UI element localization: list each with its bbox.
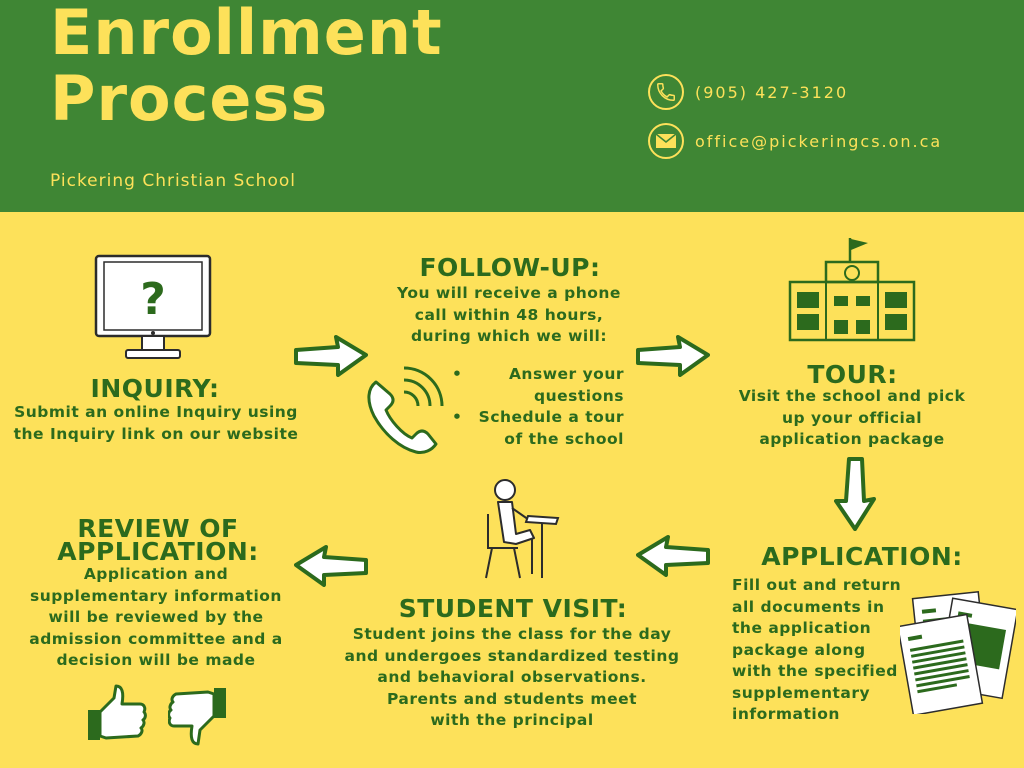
list-item <box>452 407 624 450</box>
review-heading-line: REVIEW OF <box>77 514 239 543</box>
phone-number[interactable]: (905) 427-3120 <box>695 82 849 102</box>
application-text-line: all documents in <box>732 597 885 616</box>
bullet-dot: • <box>452 408 463 426</box>
student-desk-icon <box>480 478 562 586</box>
inquiry-text <box>0 402 312 445</box>
computer-question-icon <box>94 254 214 366</box>
followup-heading: FOLLOW-UP: <box>419 253 601 282</box>
svg-text:?: ? <box>140 274 166 325</box>
thumbs-up-icon <box>86 682 148 748</box>
bullet-text: questions <box>534 386 624 405</box>
school-building-icon <box>788 236 916 346</box>
phone-ringing-icon <box>364 364 450 460</box>
inquiry-heading: INQUIRY: <box>90 374 220 403</box>
arrow-left-icon <box>294 545 368 591</box>
review-text-line: decision will be made <box>56 651 256 669</box>
tour-text <box>732 386 972 451</box>
envelope-icon <box>648 123 684 159</box>
title-line-2: Process <box>50 62 329 135</box>
documents-icon <box>900 590 1016 718</box>
tour-text-line: Visit the school and pick <box>738 387 966 405</box>
thumbs-down-icon <box>168 686 228 752</box>
application-text-line: information <box>732 705 840 723</box>
student-visit-text-line: and behavioral observations. <box>377 668 647 686</box>
school-name: Pickering Christian School <box>50 171 296 191</box>
application-text <box>732 575 922 726</box>
phone-icon <box>648 74 684 110</box>
inquiry-text-line: the Inquiry link on our website <box>13 424 299 443</box>
followup-text-line: call within 48 hours, <box>414 305 604 324</box>
arrow-right-icon <box>636 335 710 381</box>
application-text-line: Fill out and return <box>732 576 902 594</box>
arrow-left-icon <box>636 535 710 581</box>
student-visit-text <box>324 624 700 732</box>
arrow-down-icon <box>834 457 876 535</box>
student-visit-heading: STUDENT VISIT: <box>398 594 628 623</box>
application-text-line: supplementary <box>732 683 871 702</box>
review-text-line: Application and <box>83 565 229 583</box>
header-banner <box>0 0 1024 212</box>
list-item <box>452 364 624 407</box>
bullet-text: Schedule a tour <box>478 408 624 426</box>
arrow-right-icon <box>294 335 368 381</box>
review-heading-line: APPLICATION: <box>57 537 259 566</box>
bullet-text: Answer your <box>508 365 624 383</box>
page-title <box>50 0 443 135</box>
phone-contact <box>648 74 848 110</box>
bullet-dot: • <box>452 365 463 383</box>
tour-text-line: application package <box>759 430 945 448</box>
student-visit-text-line: Student joins the class for the day <box>352 625 672 643</box>
inquiry-text-line: Submit an online Inquiry using <box>14 403 298 421</box>
review-text <box>14 564 298 672</box>
student-visit-text-line: with the principal <box>430 711 594 729</box>
application-heading: APPLICATION: <box>761 542 963 571</box>
bullet-text: of the school <box>504 429 624 448</box>
review-text-line: will be reviewed by the <box>48 608 264 626</box>
tour-text-line: up your official <box>781 408 923 427</box>
application-text-line: package along <box>732 640 866 659</box>
email-contact <box>648 123 942 159</box>
tour-heading: TOUR: <box>807 360 898 389</box>
followup-text <box>378 283 640 348</box>
email-address[interactable]: office@pickeringcs.on.ca <box>695 131 943 151</box>
application-text-line: the application <box>732 619 872 637</box>
review-heading <box>40 514 276 566</box>
title-line-1: Enrollment <box>50 0 443 69</box>
review-text-line: supplementary information <box>30 586 282 605</box>
followup-text-line: You will receive a phone <box>397 284 621 302</box>
application-text-line: with the specified <box>732 662 898 680</box>
followup-text-line: during which we will: <box>410 327 608 345</box>
student-visit-text-line: and undergoes standardized testing <box>344 646 680 665</box>
student-visit-text-line: Parents and students meet <box>386 689 638 708</box>
followup-bullet-list <box>452 364 624 450</box>
review-text-line: admission committee and a <box>29 629 283 648</box>
